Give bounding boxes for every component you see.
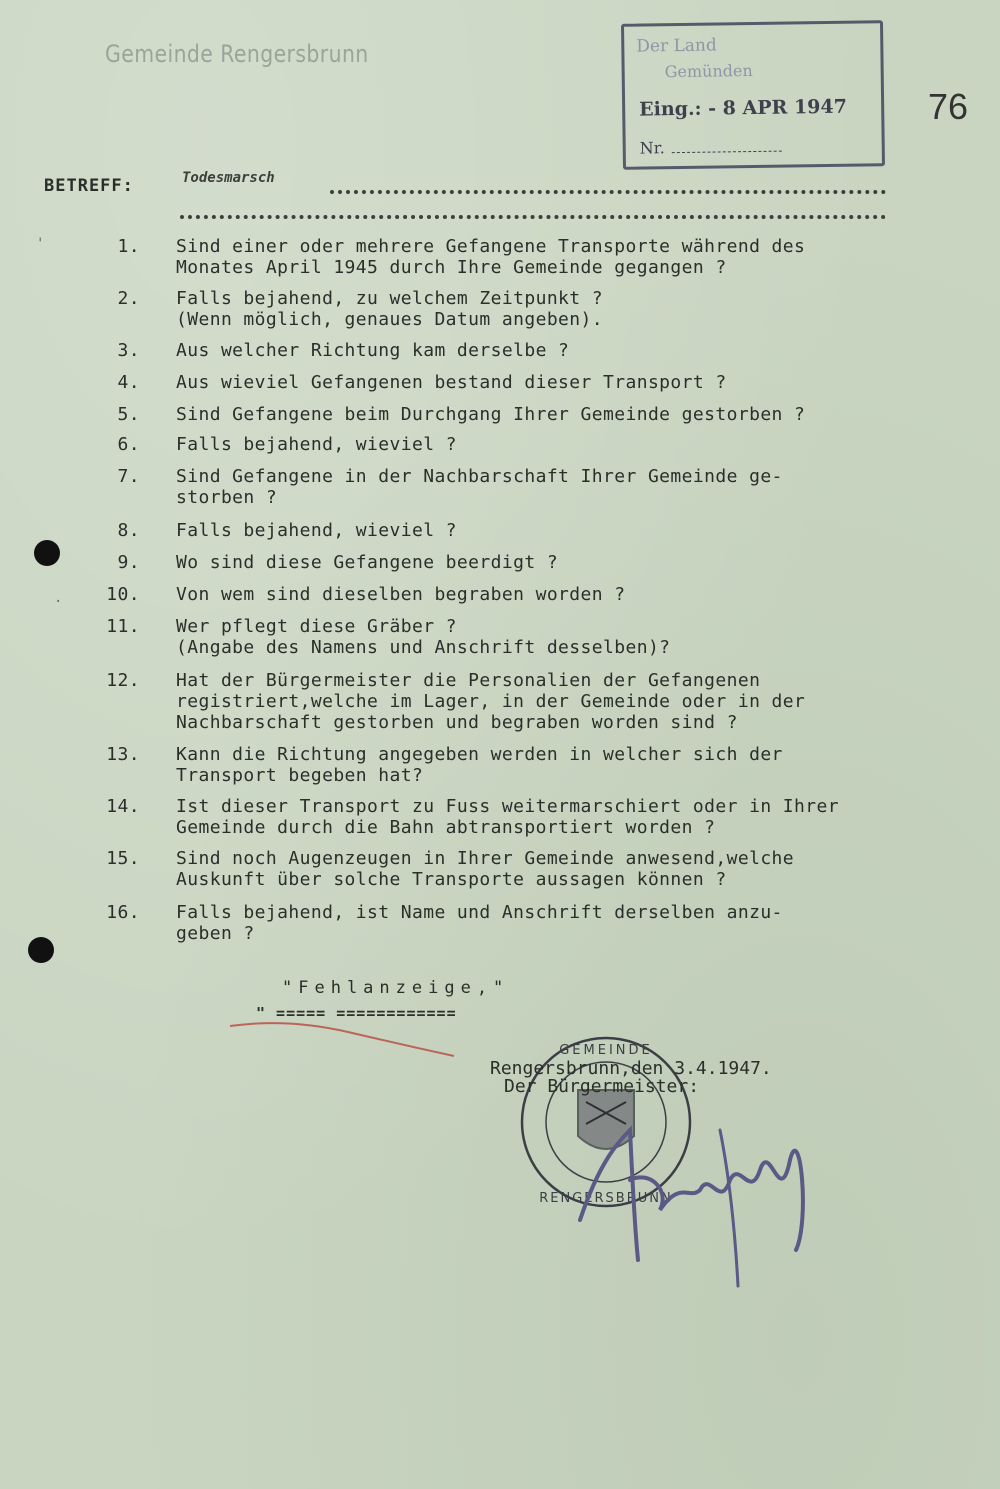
- question-number: 1.: [117, 236, 140, 257]
- svg-text:RENGERSBRUNN: RENGERSBRUNN: [539, 1191, 673, 1206]
- question-number: 13.: [106, 744, 140, 765]
- punch-hole: [28, 937, 54, 963]
- question-number: 2.: [117, 288, 140, 309]
- question-number: 5.: [117, 404, 140, 425]
- question-text: Wo sind diese Gefangene beerdigt ?: [176, 552, 559, 573]
- question-number: 9.: [117, 552, 140, 573]
- question-text: Wer pflegt diese Gräber ? (Angabe des Namens und Anschrift desselben)?: [176, 616, 671, 658]
- subject-label: BETREFF:: [44, 176, 134, 196]
- dotted-line: [180, 207, 886, 219]
- question-text: Falls bejahend, zu welchem Zeitpunkt ? (Wenn möglich, genaues Datum angeben).: [176, 288, 604, 330]
- question-text: Aus wieviel Gefangenen bestand dieser Transport ?: [176, 372, 727, 393]
- subject-text: Todesmarsch: [182, 170, 275, 186]
- question-text: Sind Gefangene beim Durchgang Ihrer Gemeinde gestorben ?: [176, 404, 806, 425]
- question-text: Sind einer oder mehrere Gefangene Transporte während des Monates April 1945 durch Ihre Gemeinde gegangen ?: [176, 236, 806, 278]
- answer-text: "Fehlanzeige,": [282, 978, 510, 998]
- stamp-number: Nr.: [639, 138, 665, 158]
- question-text: Kann die Richtung angegeben werden in welcher sich der Transport begeben hat?: [176, 744, 783, 786]
- question-text: Ist dieser Transport zu Fuss weitermarschiert oder in Ihrer Gemeinde durch die Bahn abtransportiert worden ?: [176, 796, 839, 838]
- dotted-line: [330, 174, 886, 194]
- stamp-received-date: Eing.: - 8 APR 1947: [639, 95, 848, 121]
- question-text: Sind Gefangene in der Nachbarschaft Ihrer Gemeinde ge- storben ?: [176, 466, 783, 508]
- question-number: 8.: [117, 520, 140, 541]
- punch-hole: [34, 540, 60, 566]
- stamp-line-2: Gemünden: [664, 61, 753, 82]
- folio-number: 76: [928, 86, 969, 127]
- stamp-number-line: [672, 151, 782, 154]
- letterhead: Gemeinde Rengersbrunn: [105, 40, 369, 68]
- question-number: 11.: [106, 616, 140, 637]
- margin-tick: ': [36, 236, 45, 252]
- answer-underline: " ===== ============: [256, 1004, 457, 1022]
- question-number: 16.: [106, 902, 140, 923]
- question-number: 3.: [117, 340, 140, 361]
- question-text: Hat der Bürgermeister die Personalien der Gefangenen registriert,welche im Lager, in der Gemeinde oder in der Nachbarschaft gestorben und begraben worden sind ?: [176, 670, 806, 733]
- question-number: 12.: [106, 670, 140, 691]
- margin-tick: .: [54, 590, 63, 606]
- question-number: 14.: [106, 796, 140, 817]
- question-number: 10.: [106, 584, 140, 605]
- question-text: Falls bejahend, wieviel ?: [176, 434, 457, 455]
- svg-text:GEMEINDE: GEMEINDE: [559, 1043, 653, 1058]
- question-text: Sind noch Augenzeugen in Ihrer Gemeinde anwesend,welche Auskunft über solche Transporte aussagen können ?: [176, 848, 795, 890]
- question-text: Von wem sind dieselben begraben worden ?: [176, 584, 626, 605]
- question-text: Aus welcher Richtung kam derselbe ?: [176, 340, 570, 361]
- signatory-title: Der Bürgermeister:: [504, 1076, 700, 1097]
- stamp-line-1: Der Land: [636, 35, 717, 57]
- question-number: 4.: [117, 372, 140, 393]
- question-text: Falls bejahend, wieviel ?: [176, 520, 457, 541]
- red-pencil-stroke: [228, 1020, 458, 1060]
- question-number: 6.: [117, 434, 140, 455]
- place-date: Rengersbrunn,den 3.4.1947.: [490, 1058, 772, 1079]
- handwritten-signature: [560, 1100, 840, 1290]
- question-text: Falls bejahend, ist Name und Anschrift derselben anzu- geben ?: [176, 902, 783, 944]
- received-stamp: [621, 20, 885, 170]
- question-number: 7.: [117, 466, 140, 487]
- question-number: 15.: [106, 848, 140, 869]
